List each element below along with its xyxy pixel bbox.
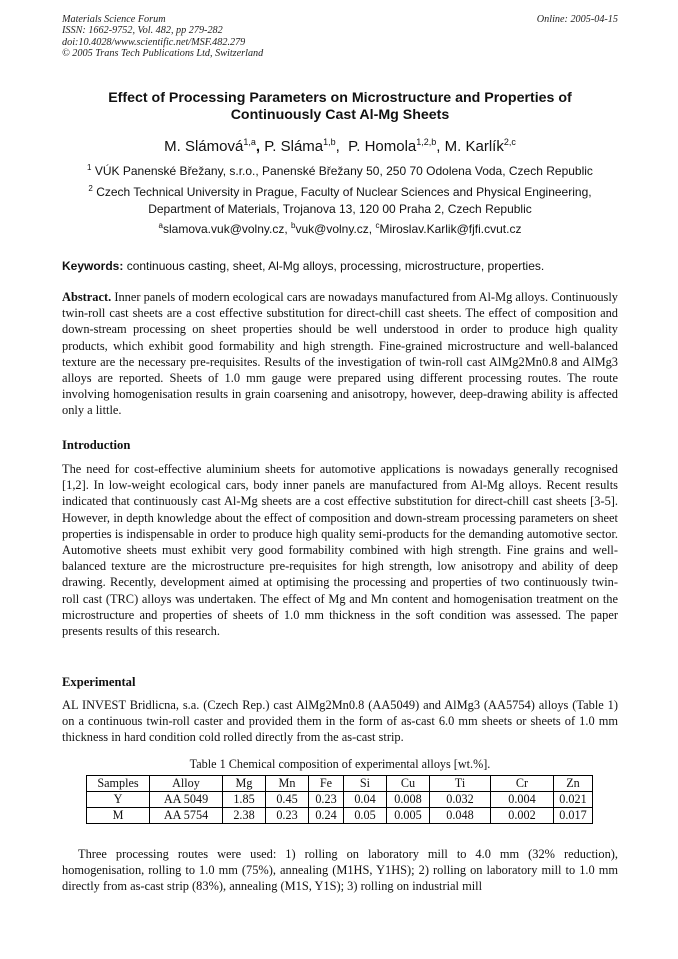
header-cell: Si — [344, 776, 387, 792]
journal-doi: doi:10.4028/www.scientific.net/MSF.482.279 — [62, 36, 246, 48]
affiliation-2-line-1: Czech Technical University in Prague, Faculty of Nuclear Sciences and Physical Engineering, — [96, 185, 592, 199]
author-affiliation-mark: 2,c — [503, 137, 516, 147]
header-cell: Cu — [387, 776, 430, 792]
author-name: M. Slámová — [164, 138, 244, 155]
paper-title — [62, 90, 618, 124]
table-cell: 0.008 — [387, 792, 430, 808]
journal-header — [62, 14, 618, 59]
introduction-heading: Introduction — [62, 438, 131, 452]
email-list: $^a$slamova.vuk@volny.cz, $^b$vuk@volny.cz, $^c$Miroslav.Karlik@fjfi.cvut.cz — [158, 221, 522, 236]
table-cell: 0.032 — [430, 792, 491, 808]
table-row — [87, 808, 593, 824]
title-line-2: Continuously Cast Al-Mg Sheets — [230, 107, 450, 123]
experimental-heading: Experimental — [62, 675, 136, 689]
email-address: slamova.vuk@volny.cz, — [163, 222, 288, 236]
journal-copyright: © 2005 Trans Tech Publications Ltd, Switzerland — [62, 47, 264, 59]
table-cell: AA 5049 — [150, 792, 223, 808]
affiliation-2: $^2$ Czech Technical University in Prague, Faculty of Nuclear Sciences and Physical Engineering, Department of Materials, Trojanova 13, 120 00 Praha 2, Czech Republic — [62, 184, 618, 217]
header-cell: Cr — [491, 776, 554, 792]
affiliation-1-text: VÚK Panenské Břežany, s.r.o., Panenské Břežany 50, 250 70 Odolena Voda, Czech Republic — [94, 164, 593, 178]
table-cell: 0.23 — [309, 792, 344, 808]
journal-issn: ISSN: 1662-9752, Vol. 482, pp 279-282 — [62, 25, 223, 37]
keywords-text: continuous casting, sheet, Al-Mg alloys, processing, microstructure, properties. — [123, 259, 545, 273]
author-name: M. Karlík — [444, 138, 504, 155]
table-cell: 0.017 — [554, 808, 593, 824]
header-cell: Fe — [309, 776, 344, 792]
header-cell: Samples — [87, 776, 150, 792]
author-affiliation-mark: 1,a — [243, 137, 256, 147]
table-cell: 0.048 — [430, 808, 491, 824]
table-cell: 0.23 — [266, 808, 309, 824]
email-address: Miroslav.Karlik@fjfi.cvut.cz — [379, 222, 522, 236]
journal-name: Materials Science Forum — [62, 14, 166, 25]
processing-routes-text: Three processing routes were used: 1) rolling on laboratory mill to 4.0 mm (32% reduction), homogenisation, rolling to 1.0 mm (75%), annealing (M1HS, Y1HS); 2) rolling on laboratory mill to 1.0 mm directly from as-cast strip (83%), annealing (M1S, Y1S); 3) rolling on industrial mill — [62, 847, 618, 894]
header-cell: Alloy — [150, 776, 223, 792]
author-name: P. Homola — [348, 138, 417, 155]
table-cell: 0.002 — [491, 808, 554, 824]
table-cell: M — [87, 808, 150, 824]
online-date: Online: 2005-04-15 — [536, 14, 618, 25]
keywords-label: Keywords: — [62, 259, 124, 273]
author-affiliation-mark: 1,2,b — [416, 137, 437, 147]
table-cell: AA 5754 — [150, 808, 223, 824]
header-cell: Ti — [430, 776, 491, 792]
author-name: P. Sláma — [264, 138, 324, 155]
table-cell: 0.021 — [554, 792, 593, 808]
composition-table — [86, 775, 593, 824]
table-cell: 0.005 — [387, 808, 430, 824]
title-line-1: Effect of Processing Parameters on Microstructure and Properties of — [108, 90, 572, 106]
experimental-text: AL INVEST Bridlicna, s.a. (Czech Rep.) cast AlMg2Mn0.8 (AA5049) and AlMg3 (AA5754) alloys (Table 1) on a continuous twin-roll caster and provided them in the form of as-cast 6.0 mm sheets or sheets of 1.0 mm thickness in hard condition cold rolled directly from the as-cast strip. — [62, 698, 618, 745]
table-cell: 0.04 — [344, 792, 387, 808]
email-address: vuk@volny.cz, — [295, 222, 373, 236]
abstract-text: Inner panels of modern ecological cars are nowadays manufactured from Al-Mg alloys. Continuously twin-roll cast sheets are a cost effective substitution for direct-chill cast sheets. The effect of composition and down-stream processing on sheet properties should be well understood in order to produce high quality products, which exhibit good formability and high strength. Fine-grained microstructure and well-balanced texture are the necessary pre-requisites. Results of the investigation of twin-roll cast AlMg2Mn0.8 and AlMg3 alloys are reported. Sheets of 1.0 mm gauge were prepared using different processing routes. The route involving homogenisation results in grain coarsening and anisotropy, however, deep-drawing ability is affected only a little. — [62, 290, 618, 418]
author-list: M. Slámová$^{1,a}$, P. Sláma$^{1,b}$, P. Homola$^{1,2,b}$, M. Karlík$^{2,c}$ — [164, 137, 516, 155]
header-cell: Mg — [223, 776, 266, 792]
introduction-text: The need for cost-effective aluminium sheets for automotive applications is nowadays generally recognised [1,2]. In low-weight ecological cars, body inner panels are manufactured from Al-Mg alloys. Recent results indicated that continuously cast Al-Mg sheets are a cost effective substitution for direct-chill cast sheets [3-5]. However, in depth knowledge about the effect of composition and down-stream processing parameters on sheet properties is indispensable in order to produce high quality semi-products for the demanding automotive sector. Automotive sheets must exhibit very good formability combined with high strength. Fine grains and well-balanced texture are the microstructure pre-requisites for high strength, low anisotropy and ability of deep drawing. Recently, development aimed at optimising the processing and properties of two continuously twin-roll cast (TRC) alloys was undertaken. The effect of Mg and Mn content and homogenisation treatment on the microstructure and properties of sheets of 1.0 mm thickness in the soft condition was assessed. The paper presents results of this research. — [62, 462, 618, 639]
table-cell: 0.24 — [309, 808, 344, 824]
abstract-label: Abstract. — [62, 290, 112, 304]
table-cell: 1.85 — [223, 792, 266, 808]
table-header-row — [87, 776, 593, 792]
affiliation-1: $^1$ VÚK Panenské Břežany, s.r.o., Panenské Břežany 50, 250 70 Odolena Voda, Czech Republic — [87, 163, 593, 178]
abstract — [62, 289, 618, 419]
header-cell: Mn — [266, 776, 309, 792]
header-cell: Zn — [554, 776, 593, 792]
table-row — [87, 792, 593, 808]
table-cell: 2.38 — [223, 808, 266, 824]
table-cell: 0.004 — [491, 792, 554, 808]
author-affiliation-mark: 1,b — [323, 137, 336, 147]
table-caption: Table 1 Chemical composition of experimental alloys [wt.%]. — [189, 757, 491, 771]
keywords — [62, 258, 618, 274]
table-cell: 0.05 — [344, 808, 387, 824]
table-cell: Y — [87, 792, 150, 808]
affiliation-2-line-2: Department of Materials, Trojanova 13, 120 00 Praha 2, Czech Republic — [148, 201, 532, 216]
table-cell: 0.45 — [266, 792, 309, 808]
